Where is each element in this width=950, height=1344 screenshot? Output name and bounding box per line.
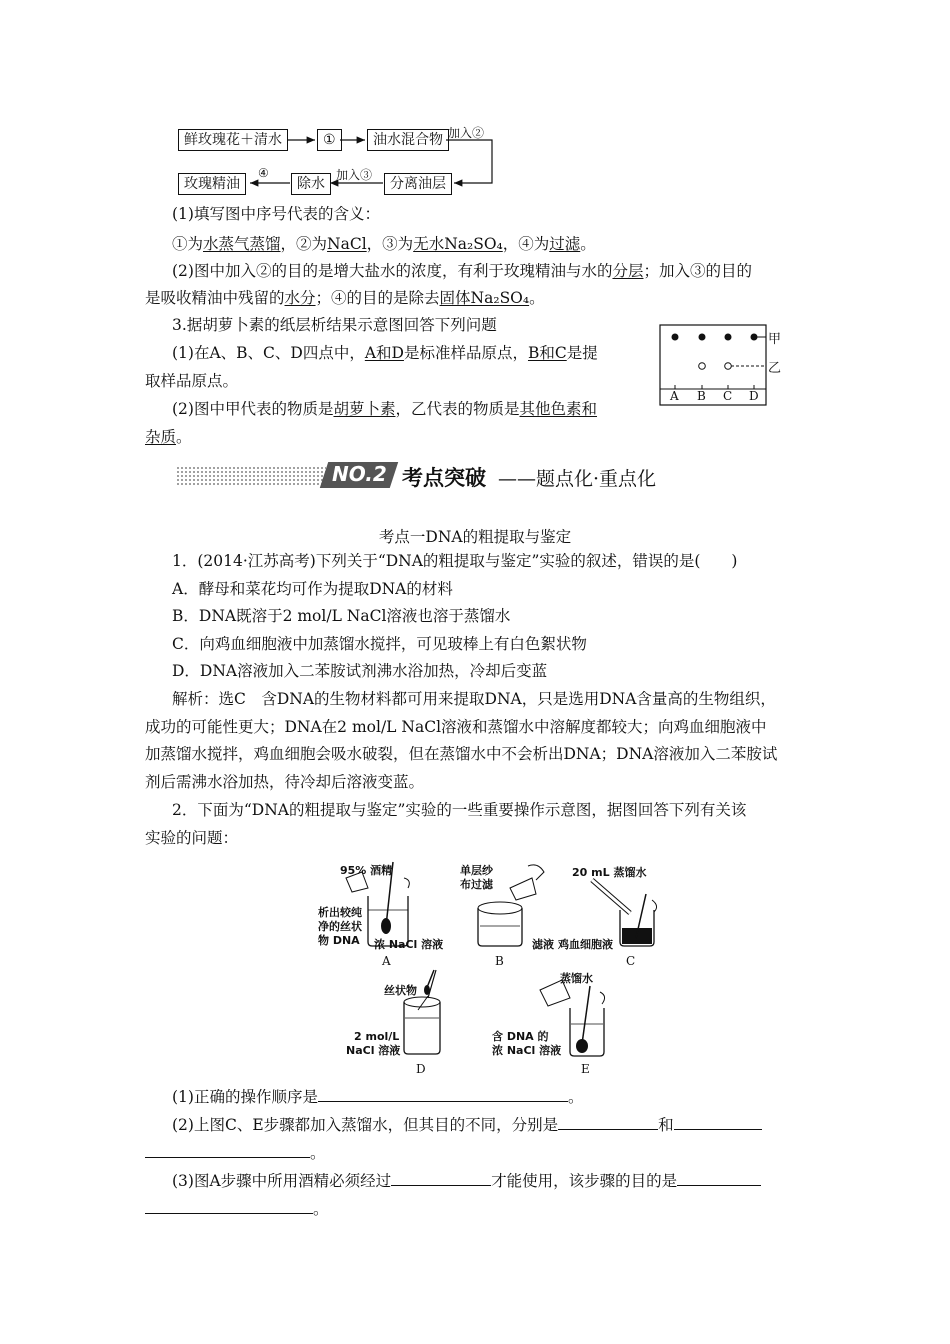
q3-line2: 取样品原点。 bbox=[145, 372, 239, 390]
beaker-c bbox=[592, 880, 657, 946]
fig-a-solution: 浓 NaCl 溶液 bbox=[374, 938, 444, 951]
answer-blank-alcohol-treatment[interactable] bbox=[391, 1171, 491, 1186]
q3-line4: 杂质。 bbox=[145, 428, 192, 446]
chromatography-figure bbox=[658, 323, 782, 408]
q3-title: 3.据胡萝卜素的纸层析结果示意图回答下列问题 bbox=[172, 316, 497, 334]
fig-b-gauze-1: 单层纱 bbox=[460, 864, 493, 877]
q2-stem-2: 实验的问题： bbox=[145, 829, 239, 847]
fig-e-water: 蒸馏水 bbox=[560, 972, 593, 985]
label-jia: 甲 bbox=[768, 332, 782, 347]
fig-a-dna-2: 净的丝状 bbox=[318, 920, 362, 933]
fig-c-caption: C bbox=[626, 954, 636, 968]
fig-d-caption: D bbox=[416, 1062, 426, 1076]
fig-a-alcohol: 95% 酒精 bbox=[340, 864, 393, 877]
flow-label-add3: 加入③ bbox=[336, 168, 373, 182]
spot-a-top bbox=[672, 334, 679, 341]
q2-sub3-cont: 。 bbox=[145, 1198, 329, 1220]
flow-box-separate-oil: 分离油层 bbox=[384, 173, 452, 195]
point-label-b: B bbox=[697, 389, 706, 403]
banner-badge-text: NO.2 bbox=[332, 462, 387, 486]
flow-box-rose-oil: 玫瑰精油 bbox=[178, 173, 246, 195]
section-banner bbox=[176, 459, 716, 493]
answer-blank-a-purpose-1[interactable] bbox=[677, 1171, 761, 1186]
answer-blank-c-purpose[interactable] bbox=[558, 1115, 658, 1130]
q1-analysis-4: 剂后需沸水浴加热，待冷却后溶液变蓝。 bbox=[145, 773, 425, 791]
spot-d-top bbox=[751, 334, 758, 341]
fig-b-filtrate: 滤液 bbox=[532, 938, 554, 951]
fig-d-silk: 丝状物 bbox=[384, 984, 417, 997]
flow-arrows bbox=[170, 120, 500, 200]
fig-d-nacl-1: 2 mol/L bbox=[354, 1030, 400, 1043]
label-yi: 乙 bbox=[768, 361, 782, 376]
fig-b-caption: B bbox=[495, 954, 504, 968]
fig-c-blood: 鸡血细胞液 bbox=[558, 938, 613, 951]
q1-option-c: C．向鸡血细胞液中加蒸馏水搅拌，可见玻棒上有白色絮状物 bbox=[172, 635, 587, 653]
q1-stem: 1．(2014·江苏高考)下列关于“DNA的粗提取与鉴定”实验的叙述，错误的是( ) bbox=[172, 552, 738, 570]
q2-stem-1: 2．下面为“DNA的粗提取与鉴定”实验的一些重要操作示意图，据图回答下列有关该 bbox=[172, 801, 747, 819]
flow-label-add2: 加入② bbox=[448, 126, 485, 140]
point-label-d: D bbox=[749, 389, 759, 403]
answer-blank-e-purpose-2[interactable] bbox=[145, 1143, 310, 1158]
q2-sub2: (2)上图C、E步骤都加入蒸馏水，但其目的不同，分别是 和 bbox=[172, 1114, 762, 1136]
banner-title: 考点突破 bbox=[402, 466, 486, 490]
beaker-d bbox=[404, 970, 440, 1054]
spot-b-top bbox=[699, 334, 706, 341]
q1-option-d: D．DNA溶液加入二苯胺试剂沸水浴加热，冷却后变蓝 bbox=[172, 662, 548, 680]
experiment-figure bbox=[300, 858, 700, 1078]
q2-sub3: (3)图A步骤中所用酒精必须经过 才能使用，该步骤的目的是 bbox=[172, 1170, 761, 1192]
section-title: 考点一DNA的粗提取与鉴定 bbox=[378, 528, 572, 546]
flow-box-rose-water: 鲜玫瑰花＋清水 bbox=[178, 129, 288, 151]
fig-b-gauze-2: 布过滤 bbox=[460, 878, 493, 891]
q-fill-line1: ①为水蒸气蒸馏，②为NaCl，③为无水Na₂SO₄，④为过滤。 bbox=[172, 235, 596, 253]
flow-box-remove-water: 除水 bbox=[291, 173, 331, 195]
spot-c-top bbox=[725, 334, 732, 341]
answer-blank-e-purpose-1[interactable] bbox=[674, 1115, 762, 1130]
q2-sub2-cont: 。 bbox=[145, 1142, 326, 1164]
fig-c-water: 20 mL 蒸馏水 bbox=[572, 866, 647, 879]
fig-e-dna-2: 浓 NaCl 溶液 bbox=[492, 1044, 562, 1057]
q1-analysis-1: 解析：选C 含DNA的生物材料都可用来提取DNA，只是选用DNA含量高的生物组织， bbox=[172, 690, 776, 708]
flow-box-step1: ① bbox=[317, 129, 342, 151]
q2-sub1: (1)正确的操作顺序是 。 bbox=[172, 1088, 584, 1106]
banner-subtitle: ——题点化·重点化 bbox=[498, 468, 657, 490]
fig-e-caption: E bbox=[581, 1062, 590, 1076]
q1-analysis-3: 加蒸馏水搅拌，鸡血细胞会吸水破裂，但在蒸馏水中不会析出DNA；DNA溶液加入二苯胺试 bbox=[145, 745, 778, 763]
fig-d-nacl-2: NaCl 溶液 bbox=[346, 1044, 401, 1057]
fig-a-dna-1: 析出较纯 bbox=[318, 906, 362, 919]
q-fill-line2: (2)图中加入②的目的是增大盐水的浓度，有利于玫瑰精油与水的分层；加入③的目的 bbox=[172, 262, 752, 280]
answer-blank-a-purpose-2[interactable] bbox=[145, 1199, 313, 1214]
banner-dots bbox=[176, 466, 326, 486]
flow-box-oil-water-mix: 油水混合物 bbox=[367, 129, 449, 151]
flow-label-step4: ④ bbox=[258, 166, 269, 180]
q3-line1: (1)在A、B、C、D四点中，A和D是标准样品原点，B和C是提 bbox=[172, 344, 598, 362]
fig-a-dna-3: 物 DNA bbox=[318, 934, 360, 947]
q3-line3: (2)图中甲代表的物质是胡萝卜素，乙代表的物质是其他色素和 bbox=[172, 400, 598, 418]
q1-option-b: B．DNA既溶于2 mol/L NaCl溶液也溶于蒸馏水 bbox=[172, 607, 511, 625]
fig-a-caption: A bbox=[382, 954, 391, 968]
q-fill-line3: 是吸收精油中残留的水分；④的目的是除去固体Na₂SO₄。 bbox=[145, 289, 545, 307]
spot-b-bottom bbox=[699, 363, 706, 370]
q1-analysis-2: 成功的可能性更大；DNA在2 mol/L NaCl溶液和蒸馏水中溶解度都较大；向鸡血细胞液中 bbox=[145, 718, 767, 736]
fig-e-dna-1: 含 DNA 的 bbox=[492, 1030, 549, 1043]
q1-option-a: A．酵母和菜花均可作为提取DNA的材料 bbox=[172, 580, 453, 598]
point-label-c: C bbox=[723, 389, 733, 403]
point-label-a: A bbox=[670, 389, 679, 403]
spot-c-bottom bbox=[725, 363, 732, 370]
q-fill-title: (1)填写图中序号代表的含义： bbox=[172, 205, 380, 223]
answer-blank-order[interactable] bbox=[318, 1087, 568, 1102]
